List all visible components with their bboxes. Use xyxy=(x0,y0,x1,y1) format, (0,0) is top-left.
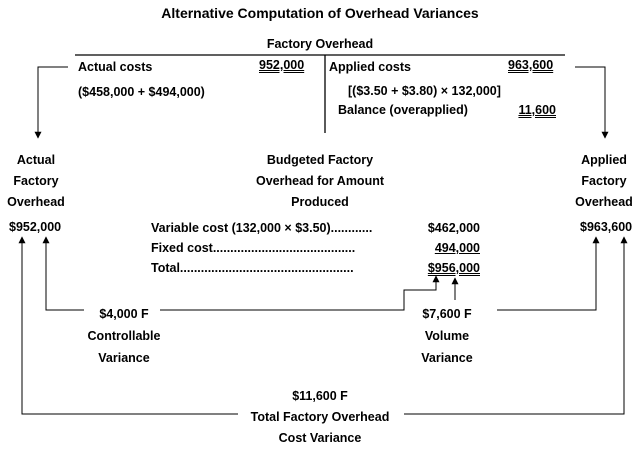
credit-label: Applied costs xyxy=(329,60,411,74)
volume-variance: $7,600 F Volume Variance xyxy=(400,303,494,369)
actual-factory-overhead-heading: Actual Factory Overhead xyxy=(7,153,65,209)
debit-label: Actual costs xyxy=(78,60,153,74)
controllable-variance: $4,000 F Controllable Variance xyxy=(60,303,188,369)
applied-amount: $963,600 xyxy=(580,220,633,234)
page-title: Alternative Computation of Overhead Variances xyxy=(161,5,479,21)
controllable-amount: $4,000 F xyxy=(99,307,149,321)
actual-amount: $952,000 xyxy=(9,220,62,234)
budgeted-heading: Budgeted Factory Overhead for Amount Produced xyxy=(255,153,385,209)
volume-right-arrow xyxy=(497,237,596,310)
fixed-cost-amount: 494,000 xyxy=(434,241,480,255)
variable-cost-amount: $462,000 xyxy=(427,221,480,235)
controllable-right-arrow xyxy=(160,276,436,310)
total-variance-amount: $11,600 F xyxy=(292,389,348,403)
balance-amount: 11,600 xyxy=(518,103,556,117)
credit-amount: 963,600 xyxy=(508,58,554,72)
balance-label: Balance (overapplied) xyxy=(338,103,468,117)
controllable-left-arrow xyxy=(46,237,84,310)
variable-cost-label: Variable cost (132,000 × $3.50)............ xyxy=(151,221,373,235)
actual-costs-arrow xyxy=(38,67,68,138)
total-variance: $11,600 F Total Factory Overhead Cost Variance xyxy=(220,386,420,449)
debit-formula: ($458,000 + $494,000) xyxy=(78,85,205,99)
t-account-title: Factory Overhead xyxy=(266,37,374,51)
applied-factory-overhead-heading: Applied Factory Overhead xyxy=(575,153,633,209)
debit-amount: 952,000 xyxy=(259,58,305,72)
applied-costs-arrow xyxy=(575,67,605,138)
fixed-cost-label: Fixed cost......................................... xyxy=(151,241,356,255)
volume-amount: $7,600 F xyxy=(422,307,472,321)
total-amount: $956,000 xyxy=(427,261,480,275)
total-label: Total.................................................. xyxy=(151,261,354,275)
credit-formula: [($3.50 + $3.80) × 132,000] xyxy=(348,84,501,98)
